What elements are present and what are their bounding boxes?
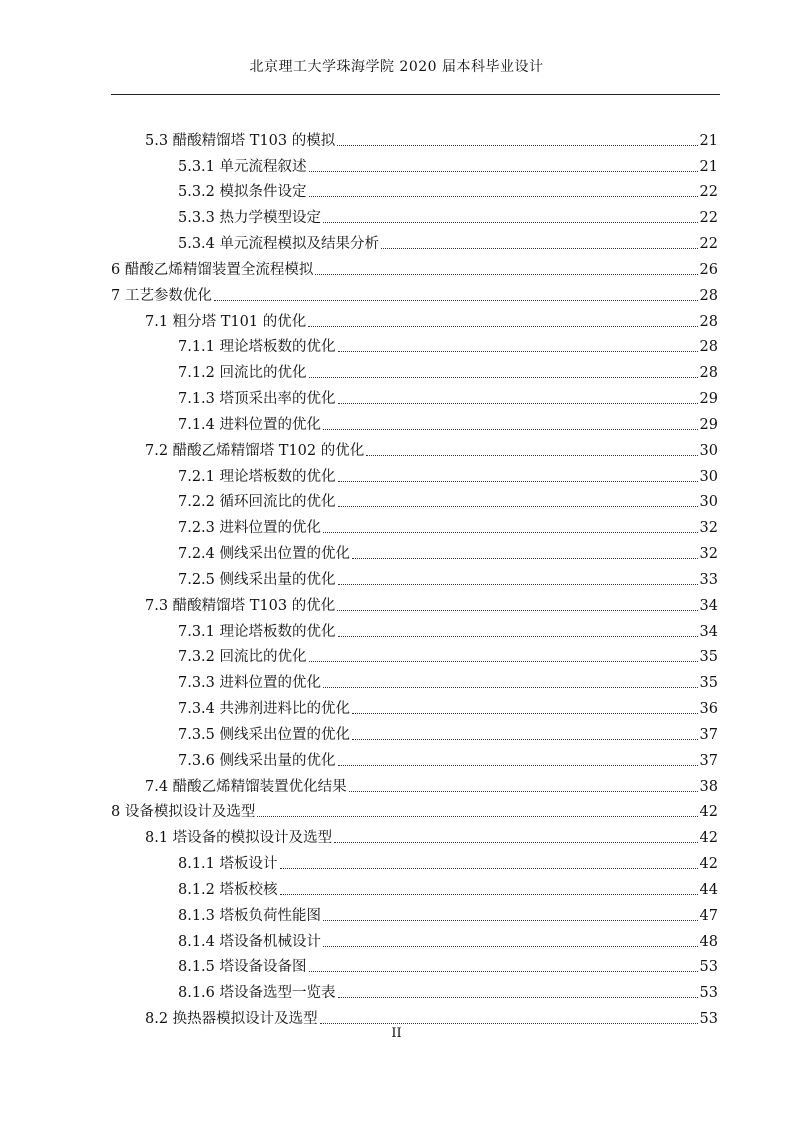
- dot-leader: [349, 791, 698, 792]
- toc-entry-title: 7.3.1 理论塔板数的优化: [178, 623, 336, 640]
- toc-entry[interactable]: [111, 693, 718, 719]
- toc-entry[interactable]: [111, 926, 718, 952]
- toc-entry[interactable]: [111, 900, 718, 926]
- toc-entry-title: 5.3 醋酸精馏塔 T103 的模拟: [145, 132, 336, 149]
- dot-leader: [214, 300, 698, 301]
- toc-entry-title: 5.3.2 模拟条件设定: [178, 184, 307, 201]
- dot-leader: [338, 351, 698, 352]
- toc-entry-title: 7.2.3 进料位置的优化: [178, 520, 322, 537]
- dot-leader: [280, 894, 698, 895]
- toc-entry-page-number: 42: [699, 830, 718, 847]
- toc-entry[interactable]: [111, 797, 718, 823]
- toc-entry-title: 7.1.3 塔顶采出率的优化: [178, 391, 336, 408]
- dot-leader: [338, 765, 698, 766]
- toc-entry-title: 7.3.5 侧线采出位置的优化: [178, 726, 351, 743]
- dot-leader: [309, 661, 698, 662]
- toc-entry-title: 8.1.4 塔设备机械设计: [178, 933, 322, 950]
- toc-entry-title: 7.1.4 进料位置的优化: [178, 416, 322, 433]
- toc-entry-title: 8.1.6 塔设备选型一览表: [178, 985, 336, 1002]
- toc-entry-title: 6 醋酸乙烯精馏装置全流程模拟: [111, 261, 314, 278]
- toc-entry-page-number: 29: [699, 416, 718, 433]
- toc-entry-title: 7.3.3 进料位置的优化: [178, 675, 322, 692]
- toc-entry-title: 7.3.2 回流比的优化: [178, 649, 307, 666]
- toc-entry-title: 7.1.1 理论塔板数的优化: [178, 339, 336, 356]
- dot-leader: [309, 171, 698, 172]
- toc-entry-page-number: 44: [699, 881, 718, 898]
- toc-entry-title: 5.3.4 单元流程模拟及结果分析: [178, 236, 380, 253]
- toc-entry-page-number: 37: [699, 726, 718, 743]
- dot-leader: [323, 920, 698, 921]
- toc-entry-page-number: 32: [699, 546, 718, 563]
- toc-entry-title: 7.1.2 回流比的优化: [178, 365, 307, 382]
- toc-entry-title: 8.1 塔设备的模拟设计及选型: [145, 830, 333, 847]
- toc-entry[interactable]: [111, 977, 718, 1003]
- toc-entry[interactable]: [111, 822, 718, 848]
- page-header: 北京理工大学珠海学院 2020 届本科毕业设计: [249, 59, 544, 75]
- dot-leader: [352, 713, 698, 714]
- toc-entry-page-number: 36: [699, 701, 718, 718]
- toc-entry-title: 7 工艺参数优化: [111, 287, 212, 304]
- toc-entry-page-number: 34: [699, 597, 718, 614]
- toc-entry-title: 8.1.1 塔板设计: [178, 856, 278, 873]
- dot-leader: [309, 971, 698, 972]
- toc-entry[interactable]: [111, 642, 718, 668]
- toc-entry-page-number: 32: [699, 520, 718, 537]
- toc-entry-page-number: 47: [699, 907, 718, 924]
- toc-entry[interactable]: [111, 357, 718, 383]
- dot-leader: [366, 455, 697, 456]
- toc-entry-page-number: 42: [699, 804, 718, 821]
- toc-entry[interactable]: [111, 409, 718, 435]
- toc-entry-page-number: 21: [699, 132, 718, 149]
- dot-leader: [338, 636, 698, 637]
- dot-leader: [381, 248, 698, 249]
- toc-entry-page-number: 22: [699, 210, 718, 227]
- toc-entry-title: 8.2 换热器模拟设计及选型: [145, 1010, 318, 1027]
- toc-entry[interactable]: [111, 487, 718, 513]
- dot-leader: [323, 222, 698, 223]
- dot-leader: [338, 481, 698, 482]
- toc-entry-title: 5.3.1 单元流程叙述: [178, 158, 307, 175]
- toc-entry[interactable]: [111, 590, 718, 616]
- toc-entry-page-number: 30: [699, 494, 718, 511]
- toc-entry[interactable]: [111, 745, 718, 771]
- toc-entry-title: 7.3.4 共沸剂进料比的优化: [178, 701, 351, 718]
- toc-entry[interactable]: [111, 771, 718, 797]
- toc-entry[interactable]: [111, 125, 718, 151]
- toc-entry[interactable]: [111, 667, 718, 693]
- dot-leader: [308, 326, 697, 327]
- dot-leader: [309, 196, 698, 197]
- toc-entry[interactable]: [111, 461, 718, 487]
- toc-entry-page-number: 35: [699, 675, 718, 692]
- dot-leader: [320, 1023, 698, 1024]
- toc-entry-title: 7.4 醋酸乙烯精馏装置优化结果: [145, 778, 347, 795]
- header-rule: [111, 94, 720, 95]
- toc-entry-page-number: 30: [699, 442, 718, 459]
- toc-entry-page-number: 35: [699, 649, 718, 666]
- toc-entry-title: 7.2.2 循环回流比的优化: [178, 494, 336, 511]
- toc-entry[interactable]: [111, 306, 718, 332]
- dot-leader: [338, 584, 698, 585]
- toc-entry-title: 8 设备模拟设计及选型: [111, 804, 256, 821]
- toc-entry[interactable]: [111, 435, 718, 461]
- dot-leader: [309, 377, 698, 378]
- dot-leader: [315, 274, 697, 275]
- toc-entry-page-number: 48: [699, 933, 718, 950]
- toc-entry-title: 7.3 醋酸精馏塔 T103 的优化: [145, 597, 336, 614]
- dot-leader: [334, 842, 697, 843]
- dot-leader: [337, 610, 697, 611]
- toc-entry-page-number: 28: [699, 287, 718, 304]
- dot-leader: [338, 506, 698, 507]
- toc-entry[interactable]: [111, 383, 718, 409]
- toc-entry[interactable]: [111, 177, 718, 203]
- toc-entry-title: 7.2.5 侧线采出量的优化: [178, 571, 336, 588]
- toc-entry-page-number: 53: [699, 985, 718, 1002]
- toc-entry[interactable]: [111, 952, 718, 978]
- toc-entry-title: 5.3.3 热力学模型设定: [178, 210, 322, 227]
- toc-entry-page-number: 28: [699, 339, 718, 356]
- toc-entry-title: 7.2.4 侧线采出位置的优化: [178, 546, 351, 563]
- toc-entry[interactable]: [111, 228, 718, 254]
- dot-leader: [323, 946, 698, 947]
- dot-leader: [352, 558, 698, 559]
- toc-entry-page-number: 53: [699, 959, 718, 976]
- toc-entry-page-number: 34: [699, 623, 718, 640]
- dot-leader: [338, 997, 698, 998]
- dot-leader: [280, 868, 698, 869]
- toc-entry-page-number: 26: [699, 261, 718, 278]
- toc-entry-title: 7.2.1 理论塔板数的优化: [178, 468, 336, 485]
- toc-entry-title: 7.2 醋酸乙烯精馏塔 T102 的优化: [145, 442, 365, 459]
- toc-entry-title: 8.1.2 塔板校核: [178, 881, 278, 898]
- toc-entry-page-number: 29: [699, 391, 718, 408]
- toc-entry[interactable]: [111, 512, 718, 538]
- toc-entry-title: 8.1.3 塔板负荷性能图: [178, 907, 322, 924]
- toc-entry-title: 7.3.6 侧线采出量的优化: [178, 752, 336, 769]
- dot-leader: [337, 145, 697, 146]
- toc-entry-page-number: 28: [699, 365, 718, 382]
- dot-leader: [323, 687, 698, 688]
- toc-entry[interactable]: [111, 202, 718, 228]
- toc-entry-page-number: 33: [699, 571, 718, 588]
- toc-entry-page-number: 38: [699, 778, 718, 795]
- toc-entry-page-number: 22: [699, 184, 718, 201]
- toc-entry[interactable]: [111, 564, 718, 590]
- toc-entry-page-number: 37: [699, 752, 718, 769]
- toc-entry[interactable]: [111, 332, 718, 358]
- toc-entry-page-number: 22: [699, 236, 718, 253]
- table-of-contents: [111, 125, 718, 1029]
- toc-entry-page-number: 21: [699, 158, 718, 175]
- toc-entry[interactable]: [111, 280, 718, 306]
- toc-entry-page-number: 28: [699, 313, 718, 330]
- toc-entry-page-number: 53: [699, 1010, 718, 1027]
- toc-entry[interactable]: [111, 848, 718, 874]
- dot-leader: [352, 739, 698, 740]
- toc-entry-title: 7.1 粗分塔 T101 的优化: [145, 313, 307, 330]
- dot-leader: [323, 532, 698, 533]
- dot-leader: [257, 816, 697, 817]
- dot-leader: [323, 429, 698, 430]
- page-number: II: [391, 1026, 402, 1041]
- toc-entry[interactable]: [111, 151, 718, 177]
- toc-entry[interactable]: [111, 874, 718, 900]
- toc-entry-page-number: 42: [699, 856, 718, 873]
- toc-entry-page-number: 30: [699, 468, 718, 485]
- toc-entry[interactable]: [111, 254, 718, 280]
- toc-entry-title: 8.1.5 塔设备设备图: [178, 959, 307, 976]
- toc-entry[interactable]: [111, 719, 718, 745]
- toc-entry[interactable]: [111, 616, 718, 642]
- toc-entry[interactable]: [111, 538, 718, 564]
- dot-leader: [338, 403, 698, 404]
